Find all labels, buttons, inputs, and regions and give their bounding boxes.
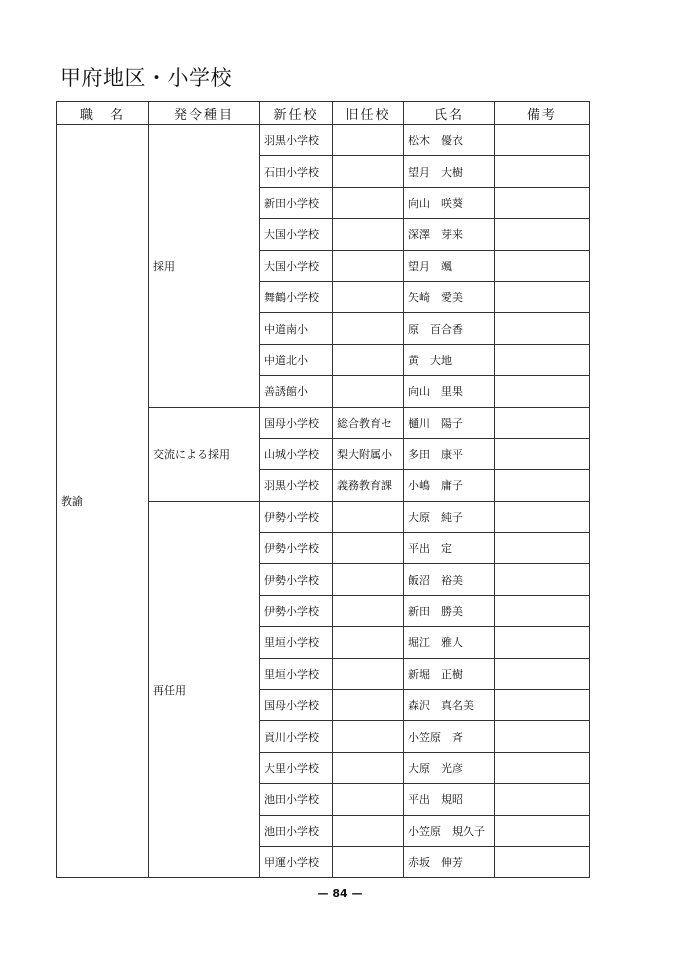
cell-notes [495, 313, 590, 344]
cell-new-school: 石田小学校 [260, 156, 333, 187]
cell-old-school [333, 690, 404, 721]
page-number: — 84 — [317, 887, 363, 900]
cell-new-school: 池田小学校 [260, 784, 333, 815]
cell-notes [495, 533, 590, 564]
cell-notes [495, 187, 590, 218]
cell-name: 樋川 陽子 [404, 407, 495, 438]
cell-name: 向山 里果 [404, 376, 495, 407]
header-position: 職 名 [57, 102, 149, 125]
cell-name: 原 百合香 [404, 313, 495, 344]
cell-old-school [333, 752, 404, 783]
cell-new-school: 羽黒小学校 [260, 470, 333, 501]
cell-new-school: 里垣小学校 [260, 627, 333, 658]
personnel-table [56, 101, 590, 878]
cell-new-school: 羽黒小学校 [260, 125, 333, 156]
cell-old-school [333, 187, 404, 218]
cell-notes [495, 627, 590, 658]
cell-notes [495, 470, 590, 501]
cell-new-school: 伊勢小学校 [260, 533, 333, 564]
cell-new-school: 善誘館小 [260, 376, 333, 407]
cell-name: 新田 勝美 [404, 595, 495, 626]
cell-notes [495, 690, 590, 721]
cell-notes [495, 281, 590, 312]
cell-name: 望月 大樹 [404, 156, 495, 187]
cell-notes [495, 407, 590, 438]
cell-notes [495, 815, 590, 846]
header-name: 氏名 [404, 102, 495, 125]
cell-old-school [333, 846, 404, 877]
cell-name: 大原 純子 [404, 501, 495, 532]
header-old-school: 旧任校 [333, 102, 404, 125]
cell-new-school: 伊勢小学校 [260, 595, 333, 626]
cell-position: 教諭 [57, 125, 149, 878]
cell-new-school: 池田小学校 [260, 815, 333, 846]
cell-notes [495, 658, 590, 689]
page-title: 甲府地区・小学校 [60, 66, 232, 90]
header-order-type: 発令種目 [149, 102, 260, 125]
cell-old-school [333, 564, 404, 595]
cell-notes [495, 501, 590, 532]
cell-name: 堀江 雅人 [404, 627, 495, 658]
cell-old-school: 梨大附属小 [333, 438, 404, 469]
cell-new-school: 国母小学校 [260, 690, 333, 721]
cell-old-school [333, 784, 404, 815]
cell-name: 小嶋 庸子 [404, 470, 495, 501]
cell-old-school: 義務教育課 [333, 470, 404, 501]
cell-notes [495, 438, 590, 469]
cell-new-school: 国母小学校 [260, 407, 333, 438]
cell-new-school: 伊勢小学校 [260, 501, 333, 532]
cell-old-school [333, 533, 404, 564]
cell-name: 赤坂 伸芳 [404, 846, 495, 877]
header-notes: 備考 [495, 102, 590, 125]
cell-new-school: 新田小学校 [260, 187, 333, 218]
cell-name: 小笠原 規久子 [404, 815, 495, 846]
cell-notes [495, 156, 590, 187]
cell-notes [495, 752, 590, 783]
cell-new-school: 大国小学校 [260, 219, 333, 250]
cell-old-school [333, 721, 404, 752]
cell-old-school [333, 376, 404, 407]
cell-old-school [333, 344, 404, 375]
cell-name: 大原 光彦 [404, 752, 495, 783]
cell-old-school [333, 658, 404, 689]
cell-notes [495, 846, 590, 877]
cell-name: 矢崎 愛美 [404, 281, 495, 312]
cell-notes [495, 595, 590, 626]
cell-notes [495, 564, 590, 595]
cell-notes [495, 219, 590, 250]
table-body [57, 125, 590, 878]
cell-name: 森沢 真名美 [404, 690, 495, 721]
cell-old-school [333, 313, 404, 344]
cell-name: 多田 康平 [404, 438, 495, 469]
cell-new-school: 大里小学校 [260, 752, 333, 783]
cell-new-school: 大国小学校 [260, 250, 333, 281]
cell-new-school: 中道北小 [260, 344, 333, 375]
cell-old-school [333, 250, 404, 281]
cell-order-type: 交流による採用 [149, 407, 260, 501]
cell-name: 望月 颯 [404, 250, 495, 281]
cell-name: 松木 優衣 [404, 125, 495, 156]
cell-name: 新堀 正樹 [404, 658, 495, 689]
cell-order-type: 採用 [149, 125, 260, 408]
cell-name: 深澤 芽来 [404, 219, 495, 250]
cell-name: 平出 規昭 [404, 784, 495, 815]
table-header-row [57, 102, 590, 125]
cell-notes [495, 784, 590, 815]
cell-old-school [333, 815, 404, 846]
cell-name: 向山 咲葵 [404, 187, 495, 218]
cell-new-school: 山城小学校 [260, 438, 333, 469]
table-row [57, 125, 590, 156]
cell-old-school [333, 627, 404, 658]
cell-old-school [333, 501, 404, 532]
cell-notes [495, 344, 590, 375]
cell-notes [495, 125, 590, 156]
cell-name: 黄 大地 [404, 344, 495, 375]
cell-order-type: 再任用 [149, 501, 260, 878]
cell-new-school: 舞鶴小学校 [260, 281, 333, 312]
cell-new-school: 中道南小 [260, 313, 333, 344]
cell-old-school [333, 156, 404, 187]
cell-old-school [333, 595, 404, 626]
cell-notes [495, 376, 590, 407]
cell-notes [495, 250, 590, 281]
cell-notes [495, 721, 590, 752]
cell-name: 小笠原 斉 [404, 721, 495, 752]
cell-name: 平出 定 [404, 533, 495, 564]
cell-old-school [333, 219, 404, 250]
cell-old-school [333, 281, 404, 312]
cell-old-school: 総合教育セ [333, 407, 404, 438]
cell-new-school: 伊勢小学校 [260, 564, 333, 595]
cell-old-school [333, 125, 404, 156]
cell-new-school: 貢川小学校 [260, 721, 333, 752]
cell-name: 飯沼 裕美 [404, 564, 495, 595]
cell-new-school: 甲運小学校 [260, 846, 333, 877]
header-new-school: 新任校 [260, 102, 333, 125]
cell-new-school: 里垣小学校 [260, 658, 333, 689]
